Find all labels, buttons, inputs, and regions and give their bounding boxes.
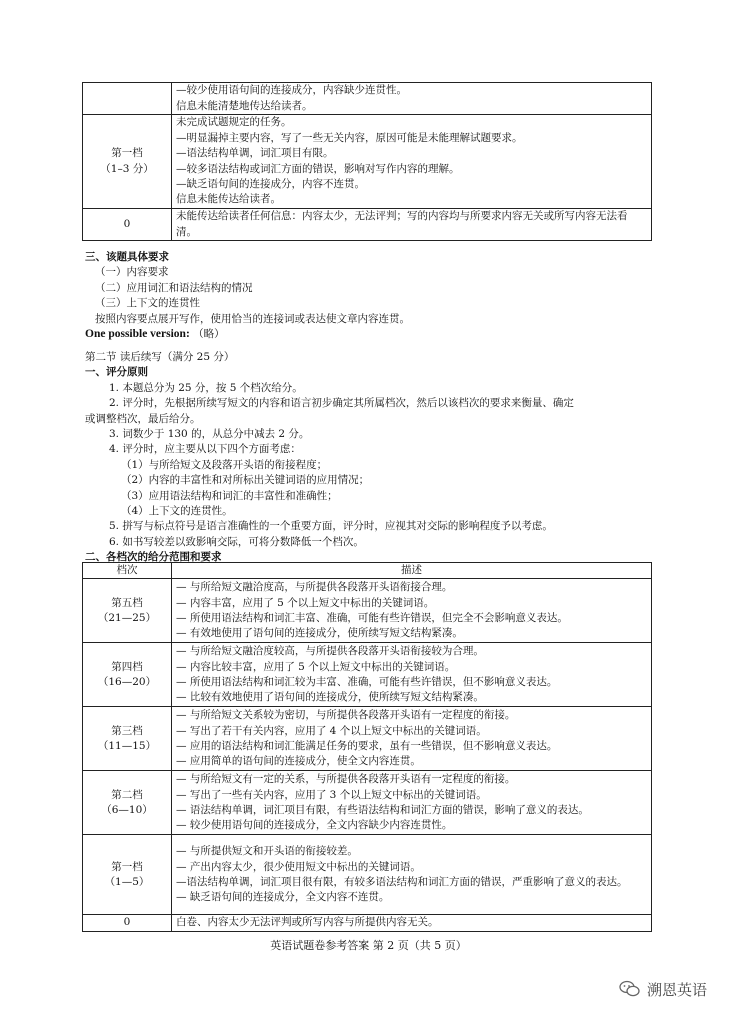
desc-line: — 所使用语法结构和词汇较为丰富、准确，可能有些许错误，但不影响意义表达。 [176, 675, 558, 688]
table-row [83, 915, 652, 931]
description-cell [172, 835, 652, 915]
desc-line: 信息未能传达给读者。 [176, 193, 281, 206]
version-label: One possible version: [85, 328, 190, 341]
description-cell [172, 115, 652, 209]
description-cell [172, 707, 652, 771]
description-cell [172, 771, 652, 835]
desc-line: — 与所给短文融洽度高，与所提供各段落开头语衔接合理。 [176, 581, 453, 594]
desc-line: —明显漏掉主要内容，写了一些无关内容，原因可能是未能理解试题要求。 [176, 131, 523, 144]
level-range: （1—5） [104, 875, 150, 888]
page-footer: 英语试题卷参考答案 第 2 页（共 5 页） [270, 939, 467, 952]
principle-line: 5. 拼写与标点符号是语言准确性的一个重要方面，评分时，应视其对交际的影响程度予以考虑。 [109, 520, 553, 533]
desc-line: — 内容丰富，应用了 5 个以上短文中标出的关键词语。 [176, 596, 435, 609]
level-name: 第二档 [111, 788, 143, 801]
desc-line: —较多语法结构或词汇方面的错误，影响对写作内容的理解。 [176, 162, 460, 175]
principle-line: 或调整档次，最后给分。 [85, 412, 201, 425]
level-name: 第三档 [111, 724, 143, 737]
table-row [83, 83, 652, 115]
section-three [85, 250, 655, 342]
watermark-text: 溯恩英语 [646, 981, 707, 999]
principle-line: 3. 词数少于 130 的，从总分中减去 2 分。 [109, 428, 310, 441]
level-name: 第一档 [111, 147, 143, 160]
level-range: （16—20） [97, 675, 157, 688]
desc-line: — 与所给短文有一定的关系，与所提供各段落开头语有一定程度的衔接。 [176, 773, 516, 786]
level-name: 0 [123, 916, 131, 929]
table-header-row [83, 563, 652, 579]
desc-line: — 内容比较丰富，应用了 5 个以上短文中标出的关键词语。 [176, 660, 456, 673]
desc-line: — 应用简单的语句间的连接成分，使全文内容连贯。 [176, 755, 421, 768]
desc-line: — 缺乏语句间的连接成分，全文内容不连贯。 [176, 891, 390, 904]
requirement-item: （一）内容要求 [95, 266, 169, 279]
desc-line: 未完成试题规定的任务。 [176, 116, 292, 129]
part-title: 第二节 读后续写（满分 25 分） [85, 351, 235, 363]
description-cell [172, 579, 652, 643]
table-row [83, 209, 652, 241]
scoring-table-part2 [82, 562, 652, 932]
desc-line: — 与所提供短文和开头语的衔接较差。 [176, 845, 358, 858]
description-cell [172, 83, 652, 115]
principle-line: （3）应用语法结构和词汇的丰富性和准确性； [121, 489, 338, 502]
scoring-table-part1 [82, 82, 652, 241]
principle-line: 1. 本题总分为 25 分，按 5 个档次给分。 [109, 381, 303, 394]
level-cell [83, 643, 172, 707]
level-name: 0 [123, 217, 131, 230]
table-row [83, 115, 652, 209]
requirement-note: 按照内容要点展开写作，使用恰当的连接词或表达使文章内容连贯。 [95, 312, 410, 325]
desc-line: — 比较有效地使用了语句间的连接成分，使所续写短文结构紧凑。 [176, 691, 484, 704]
principle-line: 2. 评分时，先根据所续写短文的内容和语言初步确定其所属档次，然后以该档次的要求来衡量、确定 [109, 397, 574, 410]
desc-line: — 产出内容太少，很少使用短文中标出的关键词语。 [176, 860, 421, 873]
level-cell [83, 771, 172, 835]
description-cell [172, 209, 652, 241]
principle-line: （2）内容的丰富性和对所标出关键词语的应用情况； [121, 474, 370, 487]
level-cell [83, 835, 172, 915]
desc-line: 未能传达给读者任何信息：内容太少，无法评判；写的内容均与所要求内容无关或所写内容无法看清。 [176, 210, 628, 238]
section-heading: 二、各档次的给分范围和要求 [85, 551, 222, 564]
desc-line: — 写出了若干有关内容，应用了 4 个以上短文中标出的关键词语。 [176, 724, 487, 737]
part-two [85, 350, 655, 566]
desc-line: — 较少使用语句间的连接成分，全文内容缺少内容连贯性。 [176, 819, 453, 832]
principle-line: （1）与所给短文及段落开头语的衔接程度； [121, 458, 328, 471]
level-range: （21—25） [97, 611, 157, 624]
table-row [83, 771, 652, 835]
column-header: 档次 [83, 563, 172, 579]
level-name: 第一档 [111, 860, 143, 873]
principle-line: （4）上下文的连贯性。 [121, 505, 233, 518]
watermark [619, 980, 707, 1001]
section-heading: 一、评分原则 [85, 366, 148, 379]
wechat-icon [619, 980, 641, 1001]
level-cell [83, 209, 172, 241]
level-range: （1–3 分） [100, 162, 154, 175]
possible-version [85, 327, 655, 342]
level-cell [83, 83, 172, 115]
desc-line: 白卷、内容太少无法评判或所写内容与所提供内容无关。 [176, 916, 439, 929]
desc-line: —较少使用语句间的连接成分，内容缺少连贯性。 [176, 84, 407, 97]
desc-line: —语法结构单调，词汇项目有限。 [176, 147, 334, 160]
desc-line: — 所使用语法结构和词汇丰富、准确，可能有些许错误，但完全不会影响意义表达。 [176, 611, 568, 624]
principle-line: 6. 如书写较差以致影响交际，可将分数降低一个档次。 [109, 535, 364, 548]
section-heading: 三、该题具体要求 [85, 251, 169, 263]
column-header: 描述 [172, 563, 652, 579]
description-cell [172, 915, 652, 931]
description-cell [172, 643, 652, 707]
table-row [83, 835, 652, 915]
desc-line: —语法结构单调，词汇项目很有限，有较多语法结构和词汇方面的错误，严重影响了意义的表达。 [176, 875, 628, 888]
level-cell [83, 915, 172, 931]
desc-line: — 写出了一些有关内容，应用了 3 个以上短文中标出的关键词语。 [176, 788, 487, 801]
level-cell [83, 115, 172, 209]
desc-line: — 有效地使用了语句间的连接成分，使所续写短文结构紧凑。 [176, 627, 463, 640]
level-name: 第四档 [111, 660, 143, 673]
desc-line: — 应用的语法结构和词汇能满足任务的要求，虽有一些错误，但不影响意义表达。 [176, 739, 558, 752]
level-name: 第五档 [111, 596, 143, 609]
version-value: （略） [193, 328, 225, 341]
principle-line: 4. 评分时，应主要从以下四个方面考虑： [109, 443, 301, 456]
table-row [83, 643, 652, 707]
requirement-item: （二）应用词汇和语法结构的情况 [95, 281, 253, 294]
desc-line: —缺乏语句间的连接成分，内容不连贯。 [176, 177, 365, 190]
desc-line: — 与所给短文关系较为密切，与所提供各段落开头语有一定程度的衔接。 [176, 709, 516, 722]
level-range: （6—10） [101, 803, 153, 816]
requirement-item: （三）上下文的连贯性 [95, 297, 200, 310]
level-cell [83, 707, 172, 771]
desc-line: — 与所给短文融洽度较高，与所提供各段落开头语衔接较为合理。 [176, 645, 484, 658]
level-cell [83, 579, 172, 643]
table-row [83, 579, 652, 643]
table-row [83, 707, 652, 771]
desc-line: — 语法结构单调，词汇项目有限，有些语法结构和词汇方面的错误，影响了意义的表达。 [176, 803, 589, 816]
desc-line: 信息未能清楚地传达给读者。 [176, 99, 313, 112]
level-range: （11—15） [97, 739, 157, 752]
